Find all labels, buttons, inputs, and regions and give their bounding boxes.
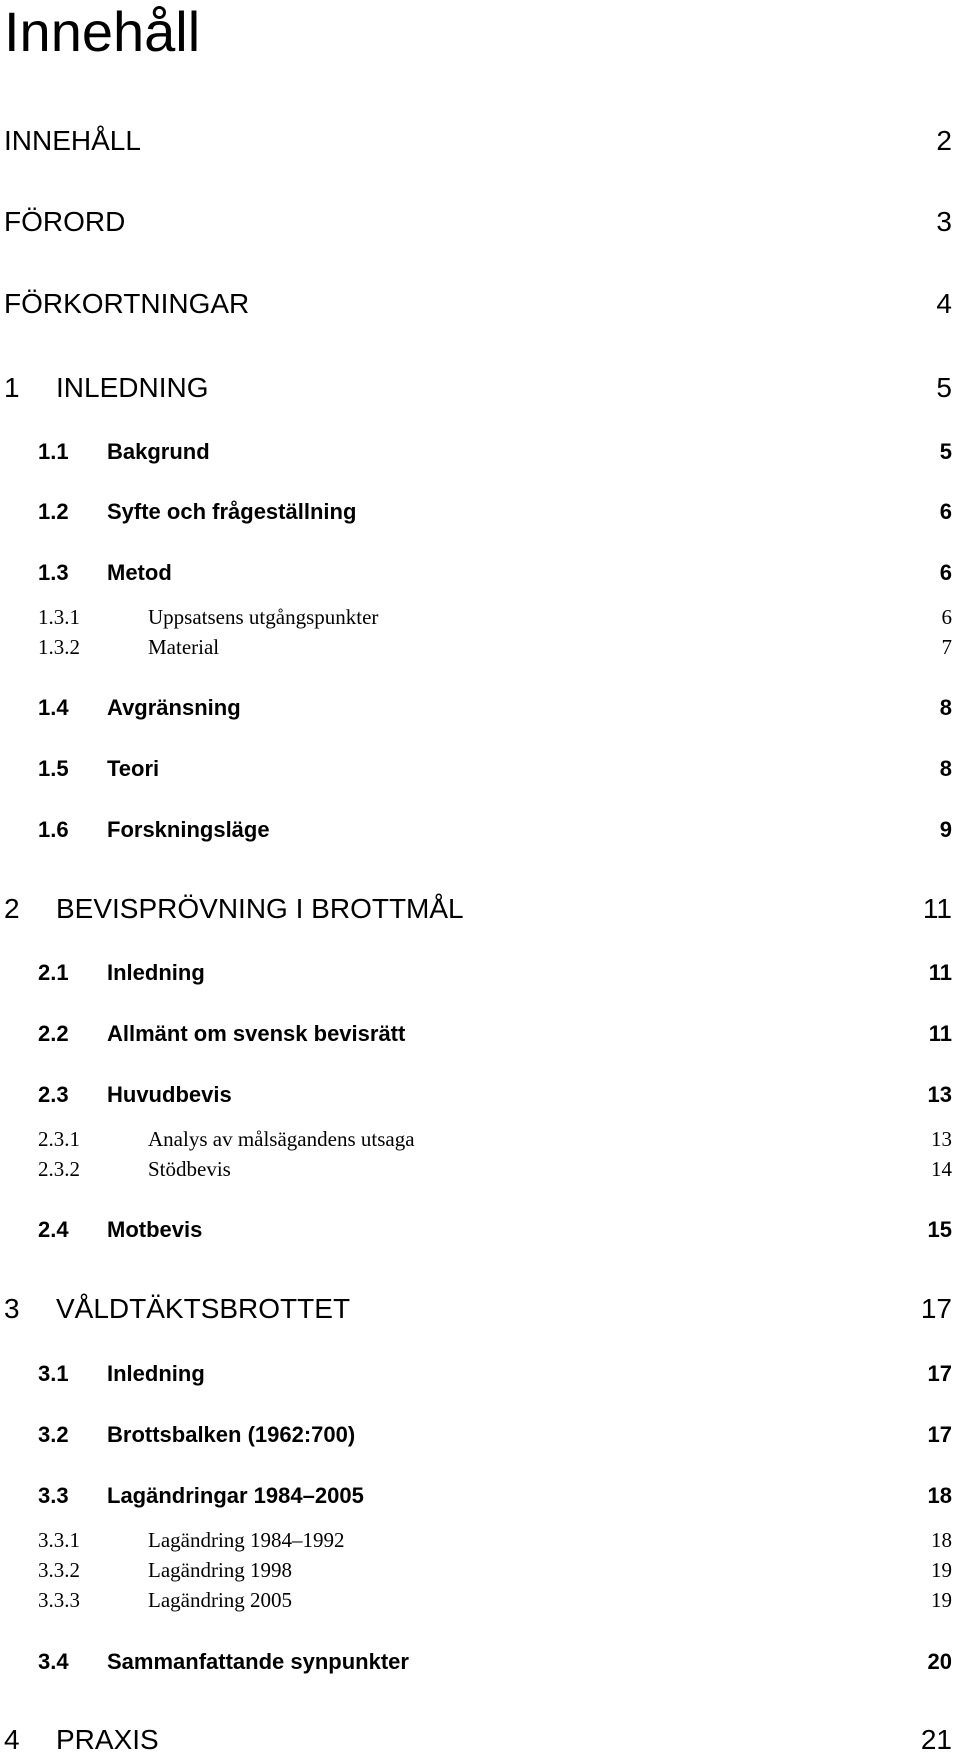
toc-chapter-4[interactable] bbox=[0, 1724, 960, 1764]
toc-subsection-3-3-3[interactable] bbox=[0, 1588, 960, 1628]
toc-entry-page: 9 bbox=[939, 817, 952, 842]
toc-entry-page: 13 bbox=[927, 1082, 952, 1107]
toc-entry-label: Syfte och frågeställning bbox=[107, 499, 357, 524]
page-title: Innehåll bbox=[4, 0, 201, 63]
toc-subsection-1-3-2[interactable] bbox=[0, 635, 960, 675]
toc-entry-number: 1.3.2 bbox=[38, 635, 80, 659]
toc-chapter-1[interactable] bbox=[0, 372, 960, 412]
toc-entry-label: BEVISPRÖVNING I BROTTMÅL bbox=[56, 893, 464, 924]
toc-entry-number: 1.3 bbox=[38, 560, 69, 585]
toc-chapter-2[interactable] bbox=[0, 893, 960, 933]
toc-subsection-2-3-2[interactable] bbox=[0, 1157, 960, 1197]
toc-entry-label: VÅLDTÄKTSBROTTET bbox=[56, 1293, 351, 1324]
toc-section-3-1[interactable] bbox=[0, 1361, 960, 1401]
toc-entry-label: Sammanfattande synpunkter bbox=[107, 1649, 409, 1674]
toc-entry-page: 17 bbox=[920, 1293, 952, 1324]
toc-entry-number: 2.3 bbox=[38, 1082, 69, 1107]
toc-entry-label: Material bbox=[148, 635, 220, 659]
toc-entry-number: 1.3.1 bbox=[38, 605, 80, 629]
toc-entry-label: Lagändring 2005 bbox=[148, 1588, 293, 1612]
toc-entry-number: 1.2 bbox=[38, 499, 69, 524]
toc-entry-number: 3.2 bbox=[38, 1422, 69, 1447]
toc-section-2-2[interactable] bbox=[0, 1021, 960, 1061]
toc-entry-label: Teori bbox=[107, 756, 160, 781]
toc-entry-page: 11 bbox=[928, 960, 952, 985]
toc-entry-label: Allmänt om svensk bevisrätt bbox=[107, 1021, 406, 1046]
toc-entry-label: Forskningsläge bbox=[107, 817, 270, 842]
toc-entry-label: INNEHÅLL bbox=[4, 125, 141, 156]
toc-section-1-6[interactable] bbox=[0, 817, 960, 857]
toc-entry-page: 21 bbox=[920, 1724, 952, 1755]
toc-section-2-1[interactable] bbox=[0, 960, 960, 1000]
toc-entry-label: Lagändring 1984–1992 bbox=[148, 1528, 345, 1552]
toc-entry-number: 3.3 bbox=[38, 1483, 69, 1508]
toc-entry-number: 3.3.3 bbox=[38, 1588, 80, 1612]
toc-entry-number: 3.3.1 bbox=[38, 1528, 80, 1552]
toc-entry-page: 7 bbox=[941, 635, 952, 659]
toc-section-3-4[interactable] bbox=[0, 1649, 960, 1689]
toc-entry-page: 11 bbox=[928, 1021, 952, 1046]
toc-entry-page: 6 bbox=[939, 560, 952, 585]
toc-entry-number: 1.4 bbox=[38, 695, 69, 720]
toc-entry-page: 6 bbox=[939, 499, 952, 524]
toc-entry-label: Lagändring 1998 bbox=[148, 1558, 293, 1582]
toc-entry-number: 3.1 bbox=[38, 1361, 69, 1386]
toc-entry-label: Avgränsning bbox=[107, 695, 241, 720]
toc-entry-number: 1.6 bbox=[38, 817, 69, 842]
toc-entry-page: 11 bbox=[922, 893, 952, 924]
toc-entry-label: Inledning bbox=[107, 1361, 205, 1386]
toc-entry-page: 18 bbox=[927, 1483, 952, 1508]
toc-section-3-3[interactable] bbox=[0, 1483, 960, 1523]
toc-entry-number: 3.3.2 bbox=[38, 1558, 80, 1582]
toc-entry-page: 18 bbox=[931, 1528, 952, 1552]
toc-entry-page: 5 bbox=[936, 372, 952, 403]
toc-entry-number: 2.2 bbox=[38, 1021, 69, 1046]
toc-entry-label: Uppsatsens utgångspunkter bbox=[148, 605, 379, 629]
toc-entry-page: 15 bbox=[927, 1217, 952, 1242]
toc-entry-number: 2 bbox=[4, 893, 20, 924]
toc-entry-page: 8 bbox=[939, 695, 952, 720]
toc-entry-label: FÖRORD bbox=[4, 206, 126, 237]
toc-entry-page: 20 bbox=[927, 1649, 952, 1674]
toc-entry-page: 13 bbox=[931, 1127, 952, 1151]
toc-entry-page: 5 bbox=[939, 439, 952, 464]
toc-entry-page: 17 bbox=[927, 1361, 952, 1386]
toc-entry-number: 2.4 bbox=[38, 1217, 69, 1242]
toc-entry-label: Motbevis bbox=[107, 1217, 203, 1242]
toc-entry-number: 2.1 bbox=[38, 960, 69, 985]
toc-section-2-4[interactable] bbox=[0, 1217, 960, 1257]
toc-entry-page: 3 bbox=[936, 206, 952, 237]
toc-entry-page: 19 bbox=[931, 1558, 952, 1582]
toc-entry-page: 8 bbox=[939, 756, 952, 781]
toc-entry-label: Lagändringar 1984–2005 bbox=[107, 1483, 364, 1508]
toc-entry-number: 2.3.2 bbox=[38, 1157, 80, 1181]
toc-entry-page: 19 bbox=[931, 1588, 952, 1612]
toc-entry-forord[interactable] bbox=[0, 206, 960, 246]
toc-entry-page: 4 bbox=[936, 288, 952, 319]
toc-entry-label: Stödbevis bbox=[148, 1157, 231, 1181]
toc-section-3-2[interactable] bbox=[0, 1422, 960, 1462]
toc-entry-label: Inledning bbox=[107, 960, 205, 985]
toc-entry-label: Analys av målsägandens utsaga bbox=[148, 1127, 415, 1151]
toc-section-1-5[interactable] bbox=[0, 756, 960, 796]
toc-entry-number: 2.3.1 bbox=[38, 1127, 80, 1151]
toc-section-1-4[interactable] bbox=[0, 695, 960, 735]
toc-entry-label: PRAXIS bbox=[56, 1724, 159, 1755]
toc-entry-label: Bakgrund bbox=[107, 439, 210, 464]
toc-entry-page: 14 bbox=[931, 1157, 952, 1181]
toc-entry-forkortningar[interactable] bbox=[0, 288, 960, 328]
toc-section-1-3[interactable] bbox=[0, 560, 960, 600]
toc-entry-number: 1 bbox=[4, 372, 20, 403]
toc-entry-page: 2 bbox=[936, 125, 952, 156]
toc-entry-label: FÖRKORTNINGAR bbox=[4, 288, 250, 319]
toc-chapter-3[interactable] bbox=[0, 1293, 960, 1333]
toc-entry-number: 3.4 bbox=[38, 1649, 69, 1674]
toc-entry-label: Brottsbalken (1962:700) bbox=[107, 1422, 356, 1447]
toc-section-1-2[interactable] bbox=[0, 499, 960, 539]
toc-section-2-3[interactable] bbox=[0, 1082, 960, 1122]
toc-entry-label: Huvudbevis bbox=[107, 1082, 232, 1107]
toc-entry-number: 4 bbox=[4, 1724, 20, 1755]
toc-entry-number: 1.1 bbox=[38, 439, 69, 464]
toc-entry-page: 17 bbox=[927, 1422, 952, 1447]
toc-entry-innehall[interactable] bbox=[0, 125, 960, 165]
toc-section-1-1[interactable] bbox=[0, 439, 960, 479]
toc-entry-label: INLEDNING bbox=[56, 372, 209, 403]
toc-entry-number: 3 bbox=[4, 1293, 20, 1324]
toc-entry-page: 6 bbox=[941, 605, 952, 629]
toc-entry-label: Metod bbox=[107, 560, 172, 585]
toc-entry-number: 1.5 bbox=[38, 756, 69, 781]
